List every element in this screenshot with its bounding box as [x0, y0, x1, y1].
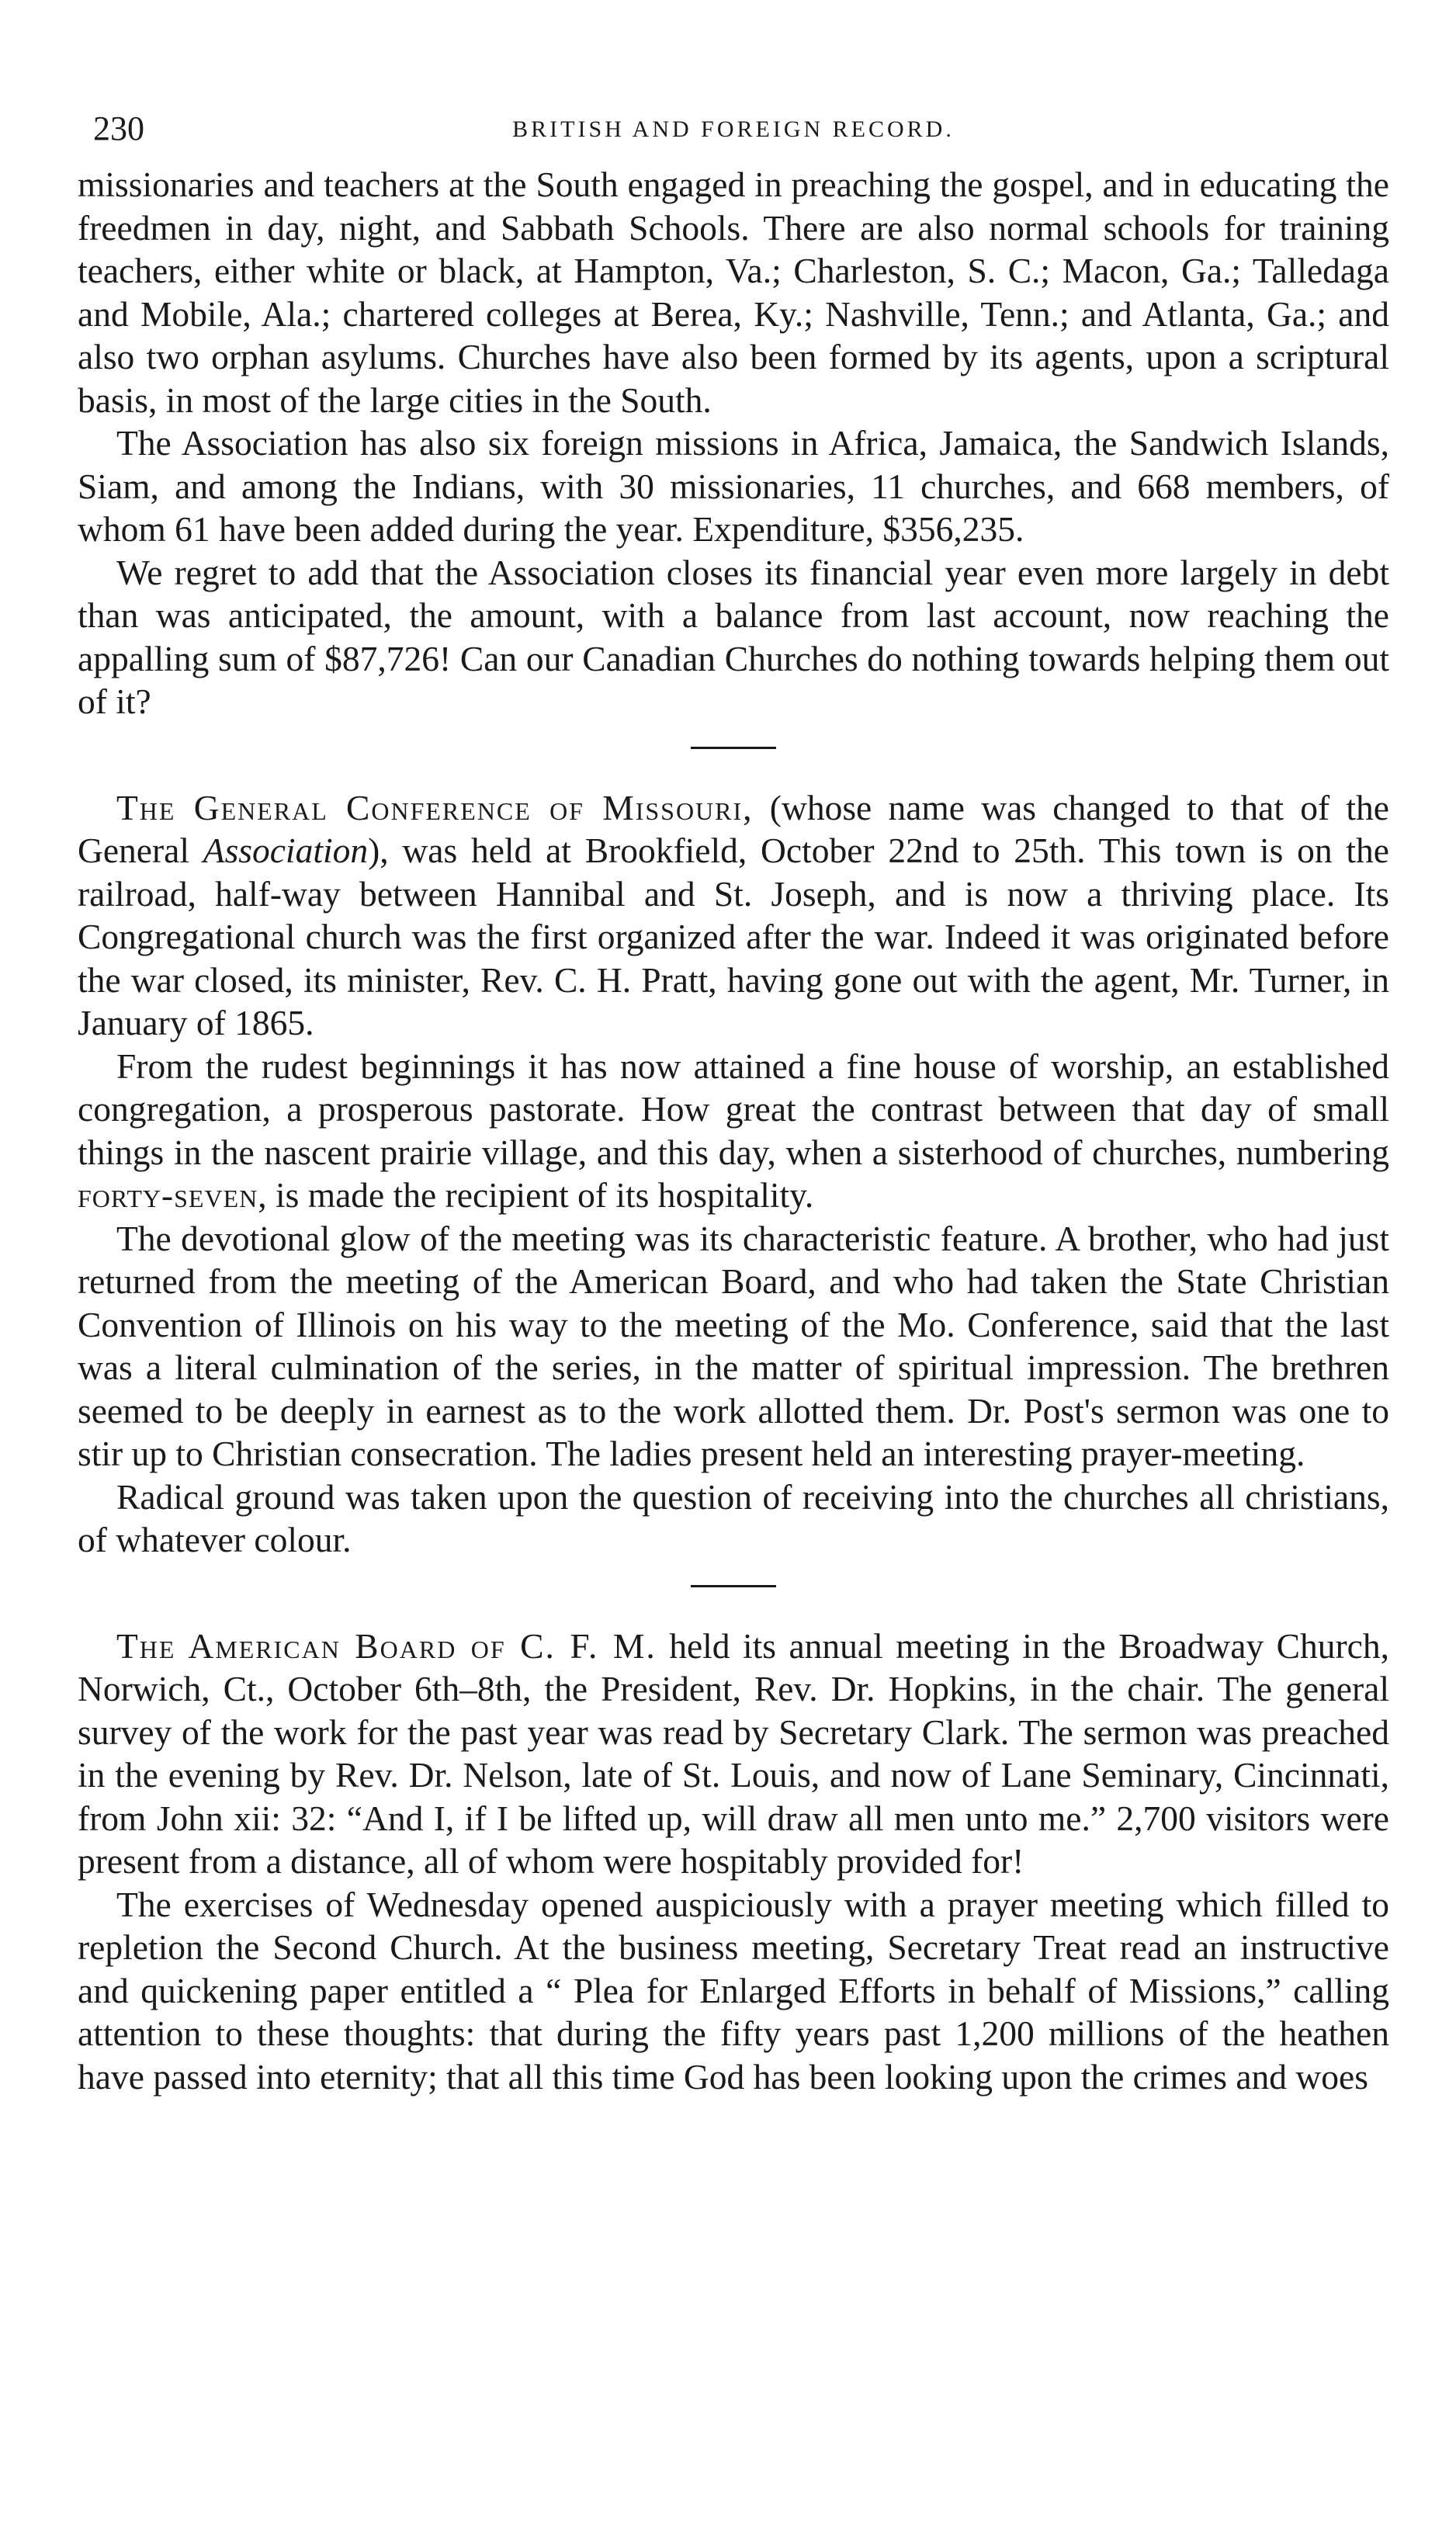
page-number: 230	[93, 109, 144, 147]
text-run: held its annual meeting in the Broadway Church, Norwich, Ct., October 6th–8th, the President, Rev. Dr. Hopkins, in the chair. The general survey of the work for the past year was read by Secretary Clark. The sermon was preached in the evening by Rev. Dr. Nelson, late of St. Louis, and now of Lane Seminary, Cincinnati, from John xii: 32: “And I, if I be lifted up, will draw all men unto me.” 2,700 visitors were present from a distance, all of whom were hospitably provided for!	[78, 1625, 1389, 1881]
section-american-board	[78, 1625, 1389, 2099]
text-run: ), was held at Brookfield, October 22nd to 25th. This town is on the railroad, half-way between Hannibal and St. Joseph, and is now a thriving place. Its Congregational church was the first organized after the war. Indeed it was originated before the war closed, its minister, Rev. C. H. Pratt, having gone out with the agent, Mr. Turner, in January of 1865.	[78, 831, 1389, 1042]
book-page	[78, 109, 1389, 2098]
text-run: From the rudest beginnings it has now attained a fine house of worship, an established congregation, a prosperous pastorate. How great the contrast between that day of small things in the nascent prairie village, and this day, when a sisterhood of churches, numbering	[78, 1046, 1389, 1172]
section-divider	[691, 747, 776, 749]
paragraph: The exercises of Wednesday opened auspiciously with a prayer meeting which filled to repletion the Second Church. At the business meeting, Secretary Treat read an instructive and quickening paper entitled a “ Plea for Enlarged Efforts in behalf of Missions,” calling attention to these thoughts: that during the fifty years past 1,200 millions of the heathen have passed into eternity; that all this time God has been looking upon the crimes and woes	[78, 1884, 1389, 2097]
running-head	[78, 109, 1389, 163]
italic-text: Association	[203, 831, 369, 870]
paragraph: Radical ground was taken upon the question of receiving into the churches all christians, of whatever colour.	[78, 1476, 1389, 1559]
section-lead-in: The American Board of C. F. M.	[116, 1625, 657, 1666]
section-association	[78, 163, 1389, 723]
text-run: (whose name was changed to that of the General	[78, 787, 1389, 870]
section-lead-in: The General Conference of Missouri,	[116, 787, 754, 827]
paragraph	[78, 786, 1389, 1045]
smallcaps-text: forty-seven	[78, 1175, 258, 1215]
section-missouri-conference	[78, 786, 1389, 1562]
paragraph: The Association has also six foreign missions in Africa, Jamaica, the Sandwich Islands, Siam, and among the Indians, with 30 missionaries, 11 churches, and 668 members, of whom 61 have been added during the year. Expenditure, $356,235.	[78, 423, 1389, 549]
paragraph: missionaries and teachers at the South engaged in preaching the gospel, and in educating the freedmen in day, night, and Sabbath Schools. There are also normal schools for training teachers, either white or black, at Hampton, Va.; Charleston, S. C.; Macon, Ga.; Talledaga and Mobile, Ala.; chartered colleges at Berea, Ky.; Nashville, Tenn.; and Atlanta, Ga.; and also two orphan asylums. Churches have also been formed by its agents, upon a scriptural basis, in most of the large cities in the South.	[78, 165, 1389, 420]
running-title: BRITISH AND FOREIGN RECORD.	[512, 116, 955, 142]
section-divider	[691, 1585, 776, 1587]
paragraph	[78, 1625, 1389, 1883]
paragraph: We regret to add that the Association closes its financial year even more largely in debt than was anticipated, the amount, with a balance from last account, now reaching the appalling sum of $87,726! Can our Canadian Churches do nothing towards helping them out of it?	[78, 552, 1389, 721]
paragraph	[78, 1045, 1389, 1217]
text-run: , is made the recipient of its hospitality.	[258, 1175, 814, 1215]
paragraph: The devotional glow of the meeting was its characteristic feature. A brother, who had just returned from the meeting of the American Board, and who had taken the State Christian Convention of Illinois on his way to the meeting of the Mo. Conference, said that the last was a literal culmination of the series, in the matter of spiritual impression. The brethren seemed to be deeply in earnest as to the work allotted them. Dr. Post's sermon was one to stir up to Christian consecration. The ladies present held an interesting prayer-meeting.	[78, 1218, 1389, 1473]
